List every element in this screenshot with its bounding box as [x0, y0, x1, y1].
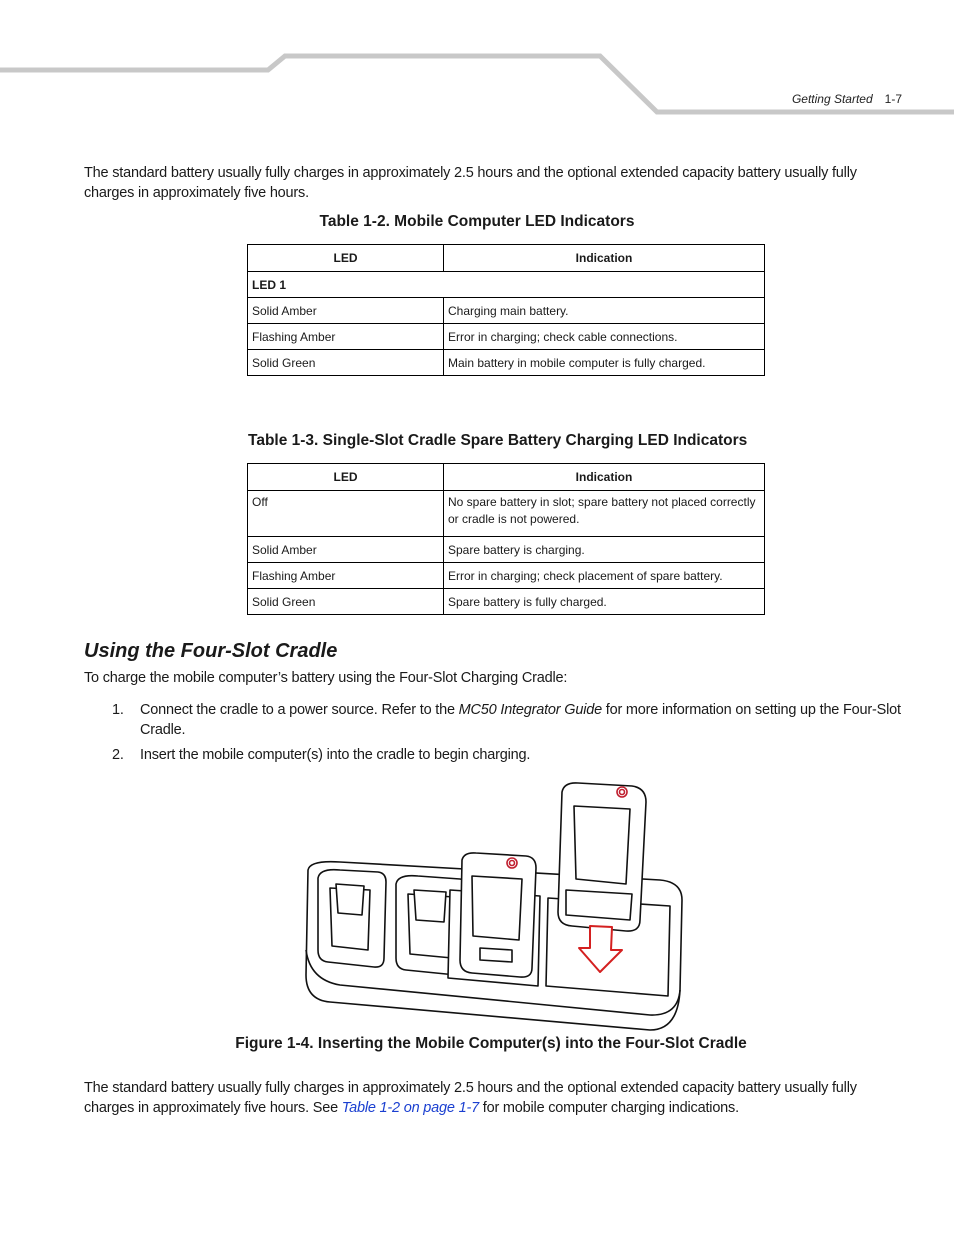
indication-cell: No spare battery in slot; spare battery not placed correctly or cradle is not powered. — [444, 491, 765, 537]
table-row — [248, 563, 765, 589]
indication-cell: Charging main battery. — [444, 298, 765, 324]
table-row — [248, 537, 765, 563]
led-cell: Solid Amber — [248, 537, 444, 563]
led-cell: Flashing Amber — [248, 563, 444, 589]
header-indication: Indication — [444, 245, 765, 272]
table-1-3-title: Table 1-3. Single-Slot Cradle Spare Battery Charging LED Indicators — [248, 432, 748, 449]
header-page-number: 1-7 — [884, 92, 902, 106]
figure-caption: Figure 1-4. Inserting the Mobile Computer(s) into the Four-Slot Cradle — [235, 1035, 747, 1052]
step-text-end: for more information on setting up the Four-Slot Cradle. — [140, 702, 901, 738]
intro-paragraph: The standard battery usually fully charges in approximately 2.5 hours and the optional extended capacity battery usually fully charges in approximately five hours. — [84, 165, 857, 201]
table-row — [248, 324, 765, 350]
table-row — [248, 589, 765, 615]
table-row — [248, 298, 765, 324]
group-label: LED 1 — [248, 272, 765, 298]
header-section: Getting Started — [791, 92, 873, 106]
led-cell: Solid Green — [248, 589, 444, 615]
indication-cell: Spare battery is charging. — [444, 537, 765, 563]
indication-cell: Main battery in mobile computer is fully charged. — [444, 350, 765, 376]
table-header-row — [248, 245, 765, 272]
table-row — [248, 491, 765, 537]
step-2 — [112, 745, 902, 765]
led-cell: Solid Green — [248, 350, 444, 376]
step-text-start: Connect the cradle to a power source. Refer to the — [140, 702, 459, 718]
header-led: LED — [248, 464, 444, 491]
table-group-row — [248, 272, 765, 298]
indication-cell: Spare battery is fully charged. — [444, 589, 765, 615]
closing-text-start: The standard battery usually fully charges in approximately 2.5 hours and the optional extended capacity battery usually fully charges in approximately five hours. See — [84, 1080, 857, 1116]
indication-cell: Error in charging; check placement of spare battery. — [444, 563, 765, 589]
header-led: LED — [248, 245, 444, 272]
led-cell: Flashing Amber — [248, 324, 444, 350]
section-intro: To charge the mobile computer’s battery using the Four-Slot Charging Cradle: — [84, 670, 568, 686]
led-cell: Off — [248, 491, 444, 537]
four-slot-cradle-illustration — [300, 780, 690, 1032]
closing-text-end: for mobile computer charging indications. — [478, 1100, 739, 1116]
table-1-2-link[interactable]: Table 1-2 on page 1-7 — [341, 1100, 479, 1116]
table-1-2-title: Table 1-2. Mobile Computer LED Indicators — [319, 213, 635, 230]
step-text — [140, 700, 902, 740]
table-header-row — [248, 464, 765, 491]
table-row — [248, 350, 765, 376]
led-cell: Solid Amber — [248, 298, 444, 324]
step-text: Insert the mobile computer(s) into the cradle to begin charging. — [140, 747, 531, 763]
indication-cell: Error in charging; check cable connections. — [444, 324, 765, 350]
section-heading: Using the Four-Slot Cradle — [84, 640, 338, 662]
step-1 — [112, 700, 902, 742]
integrator-guide-title: MC50 Integrator Guide — [458, 702, 602, 718]
closing-paragraph — [84, 1078, 904, 1118]
running-header — [792, 92, 902, 106]
step-number: 2. — [112, 747, 124, 763]
header-indication: Indication — [444, 464, 765, 491]
table-1-3 — [247, 463, 765, 615]
table-1-2 — [247, 244, 765, 376]
step-number: 1. — [112, 702, 124, 718]
